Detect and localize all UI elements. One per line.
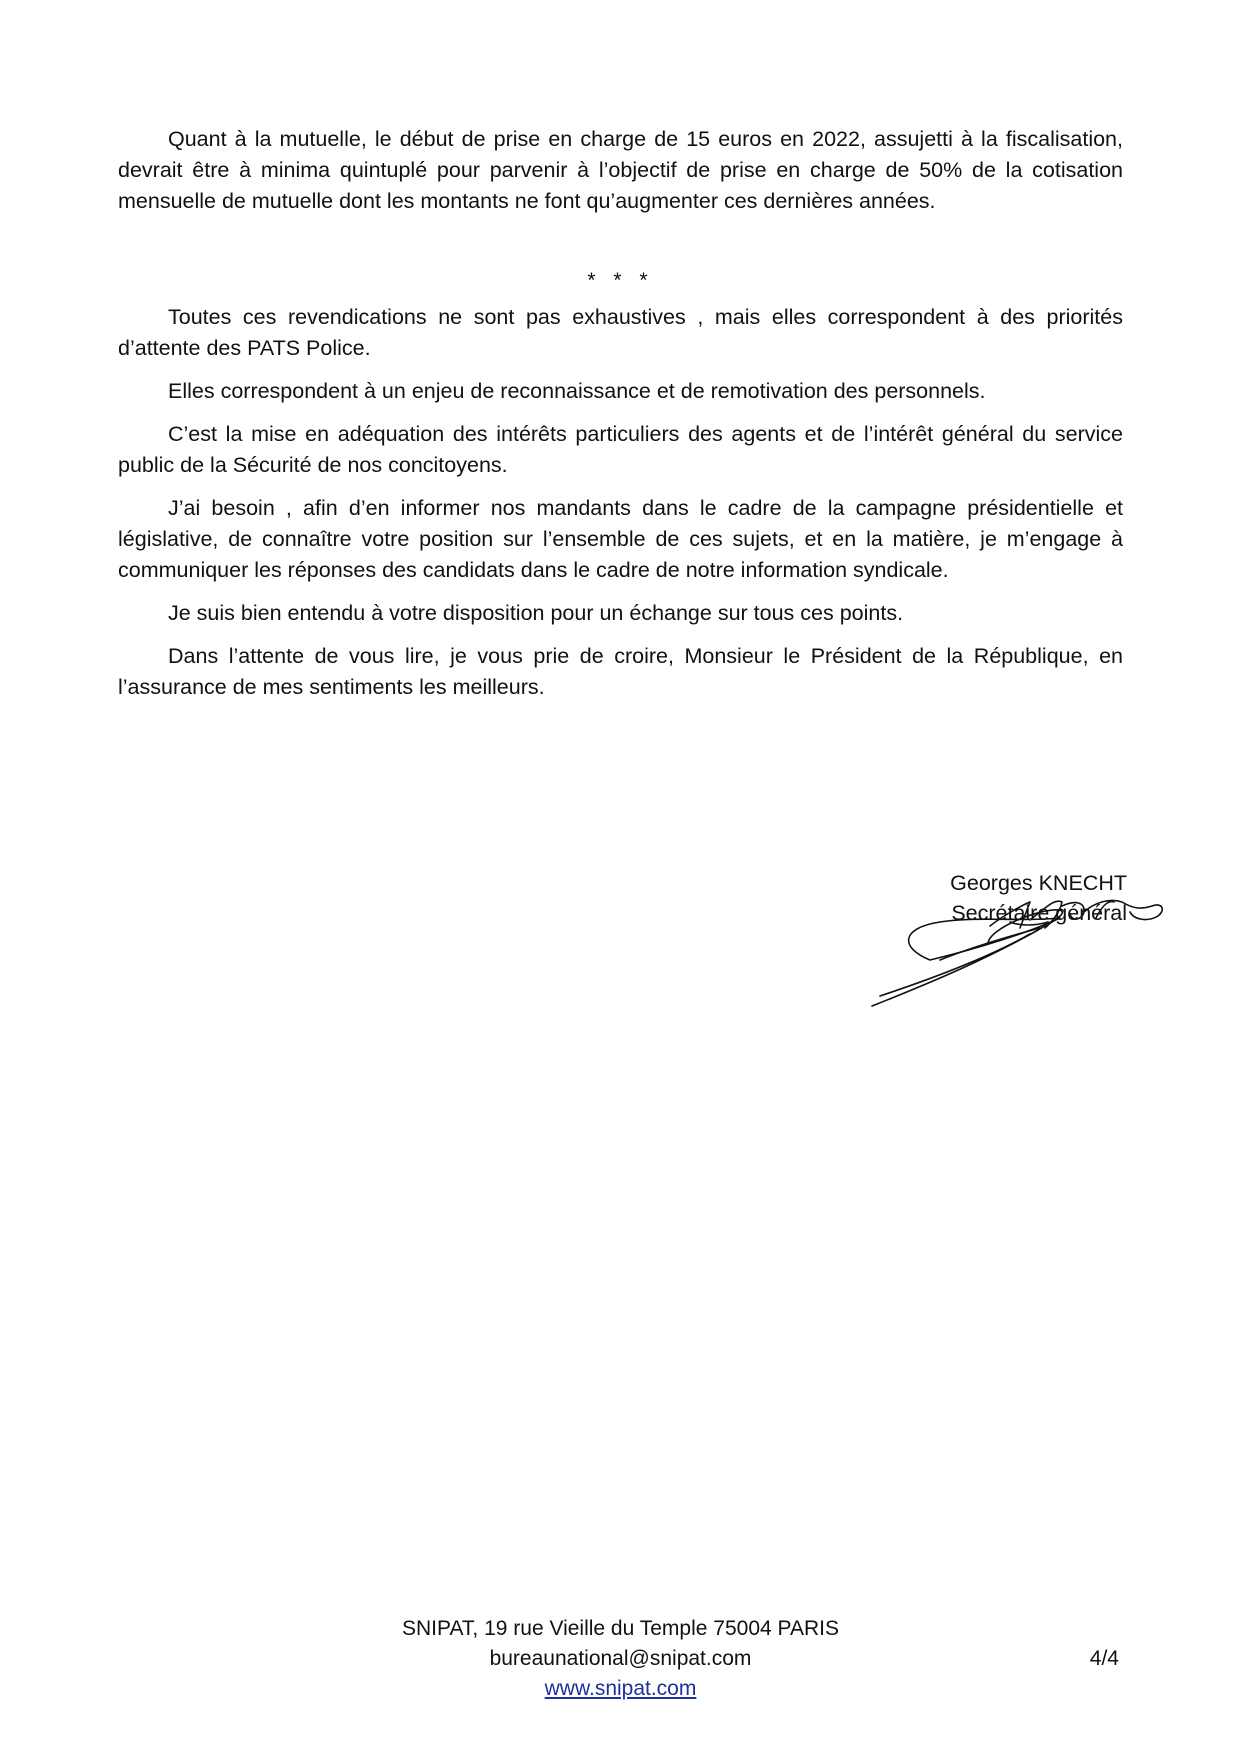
footer-address: SNIPAT, 19 rue Vieille du Temple 75004 PARIS — [402, 1617, 839, 1640]
paragraph-disposition: Je suis bien entendu à votre disposition pour un échange sur tous ces points. — [168, 601, 904, 625]
letter-footer — [0, 1614, 1241, 1704]
footer-email[interactable]: bureaunational@snipat.com — [489, 1647, 752, 1670]
signatory-title: Secrétaire général — [951, 901, 1127, 925]
signatory-name: Georges KNECHT — [950, 871, 1127, 895]
letter-body — [118, 124, 1123, 715]
page-number: 4/4 — [1089, 1647, 1119, 1670]
handwritten-signature — [870, 888, 1170, 1018]
paragraph-adequation: C’est la mise en adéquation des intérêts particuliers des agents et de l’intérêt général du service public de la Sécurité de nos concitoyens. — [118, 422, 1123, 477]
footer-website-link[interactable]: www.snipat.com — [544, 1677, 697, 1700]
section-separator: * * * — [587, 269, 654, 292]
paragraph-revendications: Toutes ces revendications ne sont pas exhaustives , mais elles correspondent à des priorités d’attente des PATS Police. — [118, 305, 1123, 360]
paragraph-mutuelle: Quant à la mutuelle, le début de prise en charge de 15 euros en 2022, assujetti à la fiscalisation, devrait être à minima quintuplé pour parvenir à l’objectif de prise en charge de 50% de la cotisation mensuelle de mutuelle dont les montants ne font qu’augmenter ces dernières années. — [118, 127, 1123, 213]
paragraph-enjeu: Elles correspondent à un enjeu de reconnaissance et de remotivation des personnels. — [168, 379, 986, 403]
paragraph-besoin: J’ai besoin , afin d’en informer nos mandants dans le cadre de la campagne présidentielle et législative, de connaître votre position sur l’ensemble de ces sujets, et en la matière, je m’engage à communiquer les réponses des candidats dans le cadre de notre information syndicale. — [118, 496, 1123, 582]
paragraph-closing: Dans l’attente de vous lire, je vous prie de croire, Monsieur le Président de la République, en l’assurance de mes sentiments les meilleurs. — [118, 644, 1123, 699]
